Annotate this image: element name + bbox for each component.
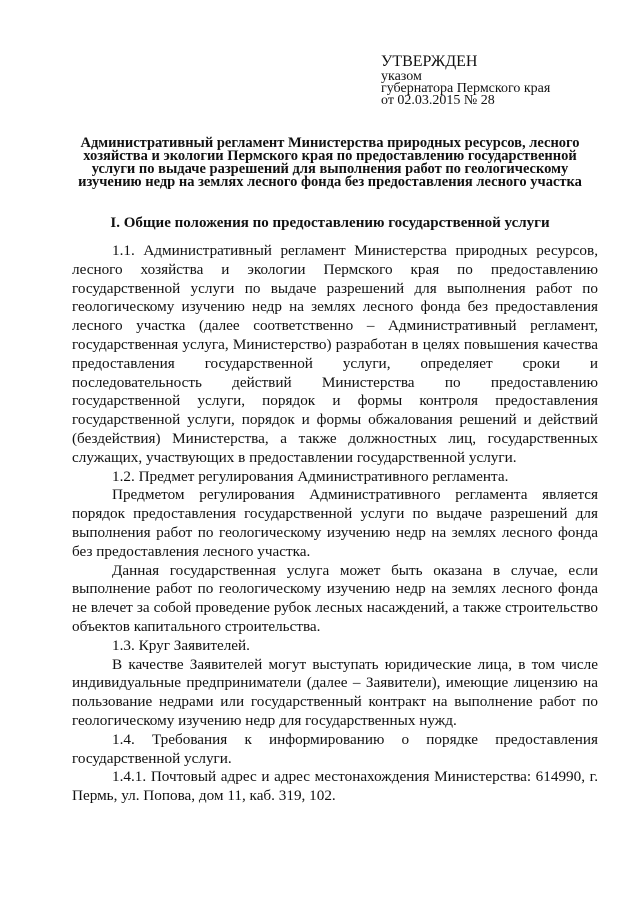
paragraph-applicants: В качестве Заявителей могут выступать юридические лица, в том числе индивидуальные предприниматели (далее – Заявители), имеющие лицензию на пользование недрами или государственный контракт на выполнение работ по геологическому изучению недр для государственных нужд. — [72, 655, 598, 729]
paragraph-1-1: 1.1. Административный регламент Министерства природных ресурсов, лесного хозяйства и экологии Пермского края по предоставлению государственной услуги по выдаче разрешений для выполнения работ по геологическому изучению недр на землях лесного фонда без предоставления лесного участка (далее соответственно – Административный регламент, государственная услуга, Министерство) разработан в целях повышения качества предоставления государственной услуги, определяет сроки и последовательность действий Министерства по предоставлению государственной услуги, порядок и формы контроля предоставления государственной услуги, порядок и формы обжалования решений и действий (бездействия) Министерства, а также должностных лиц, государственных служащих, участвующих в предоставлении государственной услуги. — [72, 242, 598, 466]
paragraph-service-conditions: Данная государственная услуга может быть оказана в случае, если выполнение работ по геологическому изучению недр на землях лесного фонда не влечет за собой проведение рубок лесных насаждений, а также строительство объектов капитального строительства. — [72, 561, 598, 635]
document-body — [72, 242, 598, 806]
approval-heading: УТВЕРЖДЕН — [381, 53, 478, 70]
document-title: Административный регламент Министерства природных ресурсов, лесного хозяйства и экологии Пермского края по предоставлению государственной услуги по выдаче разрешений для выполнения работ по геологическому изучению недр на землях лесного фонда без предоставления лесного участка — [78, 135, 582, 190]
approval-line-2: губернатора Пермского края — [381, 81, 551, 96]
section-heading: I. Общие положения по предоставлению государственной услуги — [110, 215, 550, 231]
paragraph-1-4: 1.4. Требования к информированию о порядке предоставления государственной услуги. — [72, 730, 598, 767]
paragraph-1-3: 1.3. Круг Заявителей. — [112, 636, 250, 654]
paragraph-1-2: 1.2. Предмет регулирования Административного регламента. — [112, 467, 509, 485]
paragraph-1-4-1: 1.4.1. Почтовый адрес и адрес местонахождения Министерства: 614990, г. Пермь, ул. Попова, дом 11, каб. 319, 102. — [72, 768, 598, 805]
approval-line-1: указом — [381, 69, 422, 84]
approval-stamp — [381, 54, 550, 107]
approval-line-3: от 02.03.2015 № 28 — [381, 93, 495, 108]
paragraph-subject: Предметом регулирования Административного регламента является порядок предоставления государственной услуги по выдаче разрешений для выполнения работ по геологическому изучению недр на землях лесного фонда без предоставления лесного участка. — [72, 486, 598, 560]
